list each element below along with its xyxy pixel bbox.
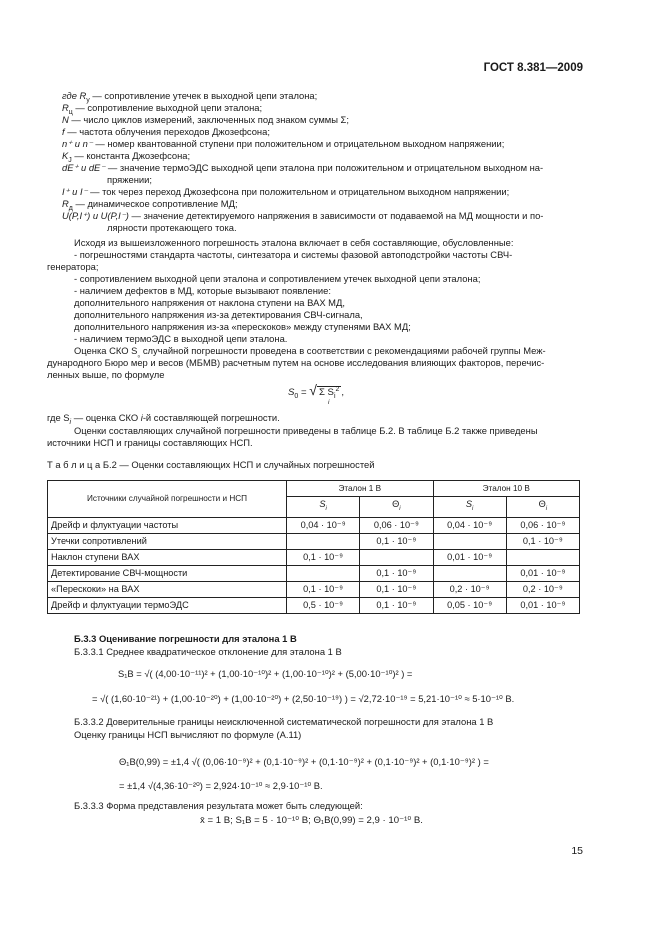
body-line: - наличием дефектов в МД, которые вызывают появление: <box>74 285 331 296</box>
s-1v-cell: 0,1 · 10⁻⁹ <box>287 549 360 565</box>
theta-1v-cell: 0,1 · 10⁻⁹ <box>360 581 433 597</box>
col-source-header: Источники случайной погрешности и НСП <box>48 481 287 518</box>
body-line: дополнительного напряжения из-за «перескоков» между ступенями ВАХ МД; <box>74 321 411 332</box>
theta-1v-cell: 0,1 · 10⁻⁹ <box>360 533 433 549</box>
definition-text: — значение термоЭДС выходной цепи эталона при положительном и отрицательном выходном на- <box>105 162 544 173</box>
sym-sub: i <box>472 505 474 512</box>
table-b2 <box>47 480 580 614</box>
text: Оценка СКО S <box>74 345 138 356</box>
formula-lhs: S <box>288 387 295 398</box>
formula-lhs-sub: 0 <box>294 392 299 400</box>
subsection-title: Б.3.3.1 Среднее квадратическое отклонение для эталона 1 В <box>74 646 342 657</box>
body-line: дополнительного напряжения из-за детектирования СВЧ-сигнала, <box>74 309 363 320</box>
formula-end: , <box>341 387 345 398</box>
subscript: i <box>69 418 72 426</box>
subsection-title: Б.3.3.2 Доверительные границы неисключенной систематической погрешности для эталона 1 В <box>74 716 494 727</box>
definition-text: — частота облучения переходов Джозефсона; <box>64 126 270 137</box>
definition-text: — динамическое сопротивление МД; <box>72 198 238 209</box>
page-number: 15 <box>571 845 583 857</box>
definition-line <box>62 114 349 125</box>
sym-sub: i <box>399 505 401 512</box>
subsection-title: Б.3.3.3 Форма представления результата может быть следующей: <box>74 800 363 811</box>
definition-line <box>107 222 237 233</box>
definition-symbol: K <box>62 150 69 161</box>
row-source-cell: Дрейф и флуктуации термоЭДС <box>48 597 287 613</box>
table-row <box>48 517 580 533</box>
radicand-sup: 2 <box>335 385 340 393</box>
definition-text: — ток через переход Джозефсона при положительном и отрицательном выходном напряжении; <box>87 186 510 197</box>
definition-symbol: N <box>62 114 69 125</box>
theta-1v-cell: 0,06 · 10⁻⁹ <box>360 517 433 533</box>
body-line: Оценки составляющих случайной погрешности приведены в таблице Б.2. В таблице Б.2 также приведены <box>74 425 538 436</box>
equation-theta-line1: Θ₁В(0,99) = ±1,4 √( (0,06·10⁻⁹)² + (0,1·10⁻⁹)² + (0,1·10⁻⁹)² + (0,1·10⁻⁹)² + (0,1·10⁻⁹)² ) = <box>119 756 489 767</box>
radical-icon: √ <box>309 382 317 398</box>
table-header-row <box>48 481 580 497</box>
definition-text: — сопротивление выходной цепи эталона; <box>72 102 263 113</box>
s-10v-cell <box>433 565 506 581</box>
sub-theta-header <box>506 497 579 518</box>
s-1v-cell: 0,5 · 10⁻⁹ <box>287 597 360 613</box>
group2-header: Эталон 10 В <box>433 481 580 497</box>
definition-symbol: R <box>62 198 69 209</box>
theta-10v-cell: 0,01 · 10⁻⁹ <box>506 597 579 613</box>
definition-line <box>62 186 509 197</box>
table-row <box>48 597 580 613</box>
definition-line <box>62 210 543 221</box>
sym: S <box>465 499 473 509</box>
text: — оценка СКО <box>71 412 141 423</box>
radicand-text: Σ S <box>318 387 334 398</box>
theta-1v-cell: 0,1 · 10⁻⁹ <box>360 597 433 613</box>
body-line: - погрешностями стандарта частоты, синтезатора и системы фазовой автоподстройки частоты СВЧ- <box>74 249 513 260</box>
text: i <box>140 412 143 423</box>
row-source-cell: Детектирование СВЧ-мощности <box>48 565 287 581</box>
definition-symbol: где R <box>62 90 87 101</box>
row-source-cell: Утечки сопротивлений <box>48 533 287 549</box>
text: случайной погрешности проведена в соответствии с рекомендациями рабочей группы Меж- <box>140 345 546 356</box>
definition-text: — константа Джозефсона; <box>71 150 191 161</box>
definition-text: — число циклов измерений, заключенных под знаком суммы Σ; <box>68 114 349 125</box>
s-1v-cell <box>287 533 360 549</box>
sub-s-header <box>433 497 506 518</box>
table-row <box>48 533 580 549</box>
theta-10v-cell: 0,1 · 10⁻⁹ <box>506 533 579 549</box>
definition-line <box>62 126 270 137</box>
definition-text: — сопротивление утечек в выходной цепи эталона; <box>89 90 318 101</box>
definition-text: — номер квантованной ступени при положительном и отрицательном выходном напряжении; <box>92 138 505 149</box>
table-row <box>48 581 580 597</box>
definition-text: лярности протекающего тока. <box>107 222 237 233</box>
body-line: Исходя из вышеизложенного погрешность эталона включает в себя составляющие, обусловленные: <box>74 237 514 248</box>
sub-s-header <box>287 497 360 518</box>
definition-text: пряжении; <box>107 174 153 185</box>
radicand <box>317 386 341 398</box>
definition-symbol: dE⁺ и dE⁻ <box>62 162 106 173</box>
definition-line <box>62 162 543 173</box>
equation-sigma-line1: S₁В = √( (4,00·10⁻¹¹)² + (1,00·10⁻¹⁰)² + (1,00·10⁻¹⁰)² + (5,00·10⁻¹⁰)² ) = <box>118 668 413 679</box>
equation-theta-line2: = ±1,4 √(4,36·10⁻²⁰) = 2,924·10⁻¹⁰ ≈ 2,9·10⁻¹⁰ В. <box>119 780 323 791</box>
s-10v-cell: 0,04 · 10⁻⁹ <box>433 517 506 533</box>
caption-prefix: Т а б л и ц а <box>47 459 101 470</box>
document-id: ГОСТ 8.381—2009 <box>483 62 583 74</box>
row-source-cell: Наклон ступени ВАХ <box>48 549 287 565</box>
formula-eq: = <box>298 387 310 398</box>
definition-symbol: U(P,I⁺) и U(P,I⁻) <box>62 210 129 221</box>
sym: Θ <box>392 499 400 509</box>
theta-10v-cell: 0,2 · 10⁻⁹ <box>506 581 579 597</box>
s-10v-cell <box>433 533 506 549</box>
definition-symbol: f <box>62 126 65 137</box>
section-title: Б.3.3 Оценивание погрешности для эталона 1 В <box>74 633 297 644</box>
theta-1v-cell: 0,1 · 10⁻⁹ <box>360 565 433 581</box>
s-10v-cell: 0,2 · 10⁻⁹ <box>433 581 506 597</box>
s-10v-cell: 0,05 · 10⁻⁹ <box>433 597 506 613</box>
caption-text: Б.2 — Оценки составляющих НСП и случайных погрешностей <box>102 459 375 470</box>
definition-symbol: I⁺ и I⁻ <box>62 186 88 197</box>
body-line: дополнительного напряжения от наклона ступени на ВАХ МД, <box>74 297 345 308</box>
table-row <box>48 565 580 581</box>
result-line: x̄ = 1 В; S₁В = 5 · 10⁻¹⁰ В; Θ₁В(0,99) = 2,9 · 10⁻¹⁰ В. <box>200 815 423 826</box>
definition-subscript: у <box>86 96 90 104</box>
table-row <box>48 549 580 565</box>
sum-index: i <box>328 399 330 406</box>
definition-subscript: д <box>68 204 73 212</box>
body-line: генератора; <box>47 261 99 272</box>
body-line: - наличием термоЭДС в выходной цепи эталона. <box>74 333 288 344</box>
sym: Θ <box>538 499 546 509</box>
definition-symbol: n⁺ и n⁻ <box>62 138 93 149</box>
equation-sigma-line2: = √( (1,60·10⁻²¹) + (1,00·10⁻²⁰) + (1,00·10⁻²⁰) + (2,50·10⁻¹⁹) ) = √2,72·10⁻¹⁹ = 5,21·10⁻¹⁰ ≈ 5·10⁻¹⁰ В. <box>92 693 515 704</box>
definition-text: — значение детектируемого напряжения в зависимости от подаваемой на МД мощности и по- <box>128 210 544 221</box>
row-source-cell: «Перескоки» на ВАХ <box>48 581 287 597</box>
s-1v-cell <box>287 565 360 581</box>
theta-10v-cell <box>506 549 579 565</box>
s-1v-cell: 0,04 · 10⁻⁹ <box>287 517 360 533</box>
s-10v-cell: 0,01 · 10⁻⁹ <box>433 549 506 565</box>
subscript: ₀ <box>137 351 141 359</box>
sub-theta-header <box>360 497 433 518</box>
body-line: дународного Бюро мер и весов (МБМВ) расчетным путем на основе исследования влияющих факторов, перечис- <box>47 357 545 368</box>
definition-subscript: J <box>68 156 72 164</box>
sym-sub: i <box>325 505 327 512</box>
theta-10v-cell: 0,01 · 10⁻⁹ <box>506 565 579 581</box>
sym: S <box>319 499 326 509</box>
body-line: ленных выше, по формуле <box>47 369 165 380</box>
s-1v-cell: 0,1 · 10⁻⁹ <box>287 581 360 597</box>
formula-s0 <box>288 382 345 406</box>
theta-10v-cell: 0,06 · 10⁻⁹ <box>506 517 579 533</box>
body-line: Оценку границы НСП вычисляют по формуле (А.11) <box>74 729 302 740</box>
group1-header: Эталон 1 В <box>287 481 434 497</box>
text: где S <box>47 412 70 423</box>
sym-sub: i <box>545 505 548 512</box>
table-caption <box>47 459 374 470</box>
definition-subscript: ц <box>68 108 73 116</box>
body-line: источники НСП и границы составляющих НСП. <box>47 437 253 448</box>
body-line: - сопротивлением выходной цепи эталона и сопротивлением утечек выходной цепи эталона; <box>74 273 481 284</box>
definition-symbol: R <box>62 102 69 113</box>
row-source-cell: Дрейф и флуктуации частоты <box>48 517 287 533</box>
text: -й составляющей погрешности. <box>142 412 280 423</box>
radicand-sub: i <box>333 392 336 400</box>
theta-1v-cell <box>360 549 433 565</box>
definition-line <box>62 138 504 149</box>
definition-line <box>107 174 152 185</box>
